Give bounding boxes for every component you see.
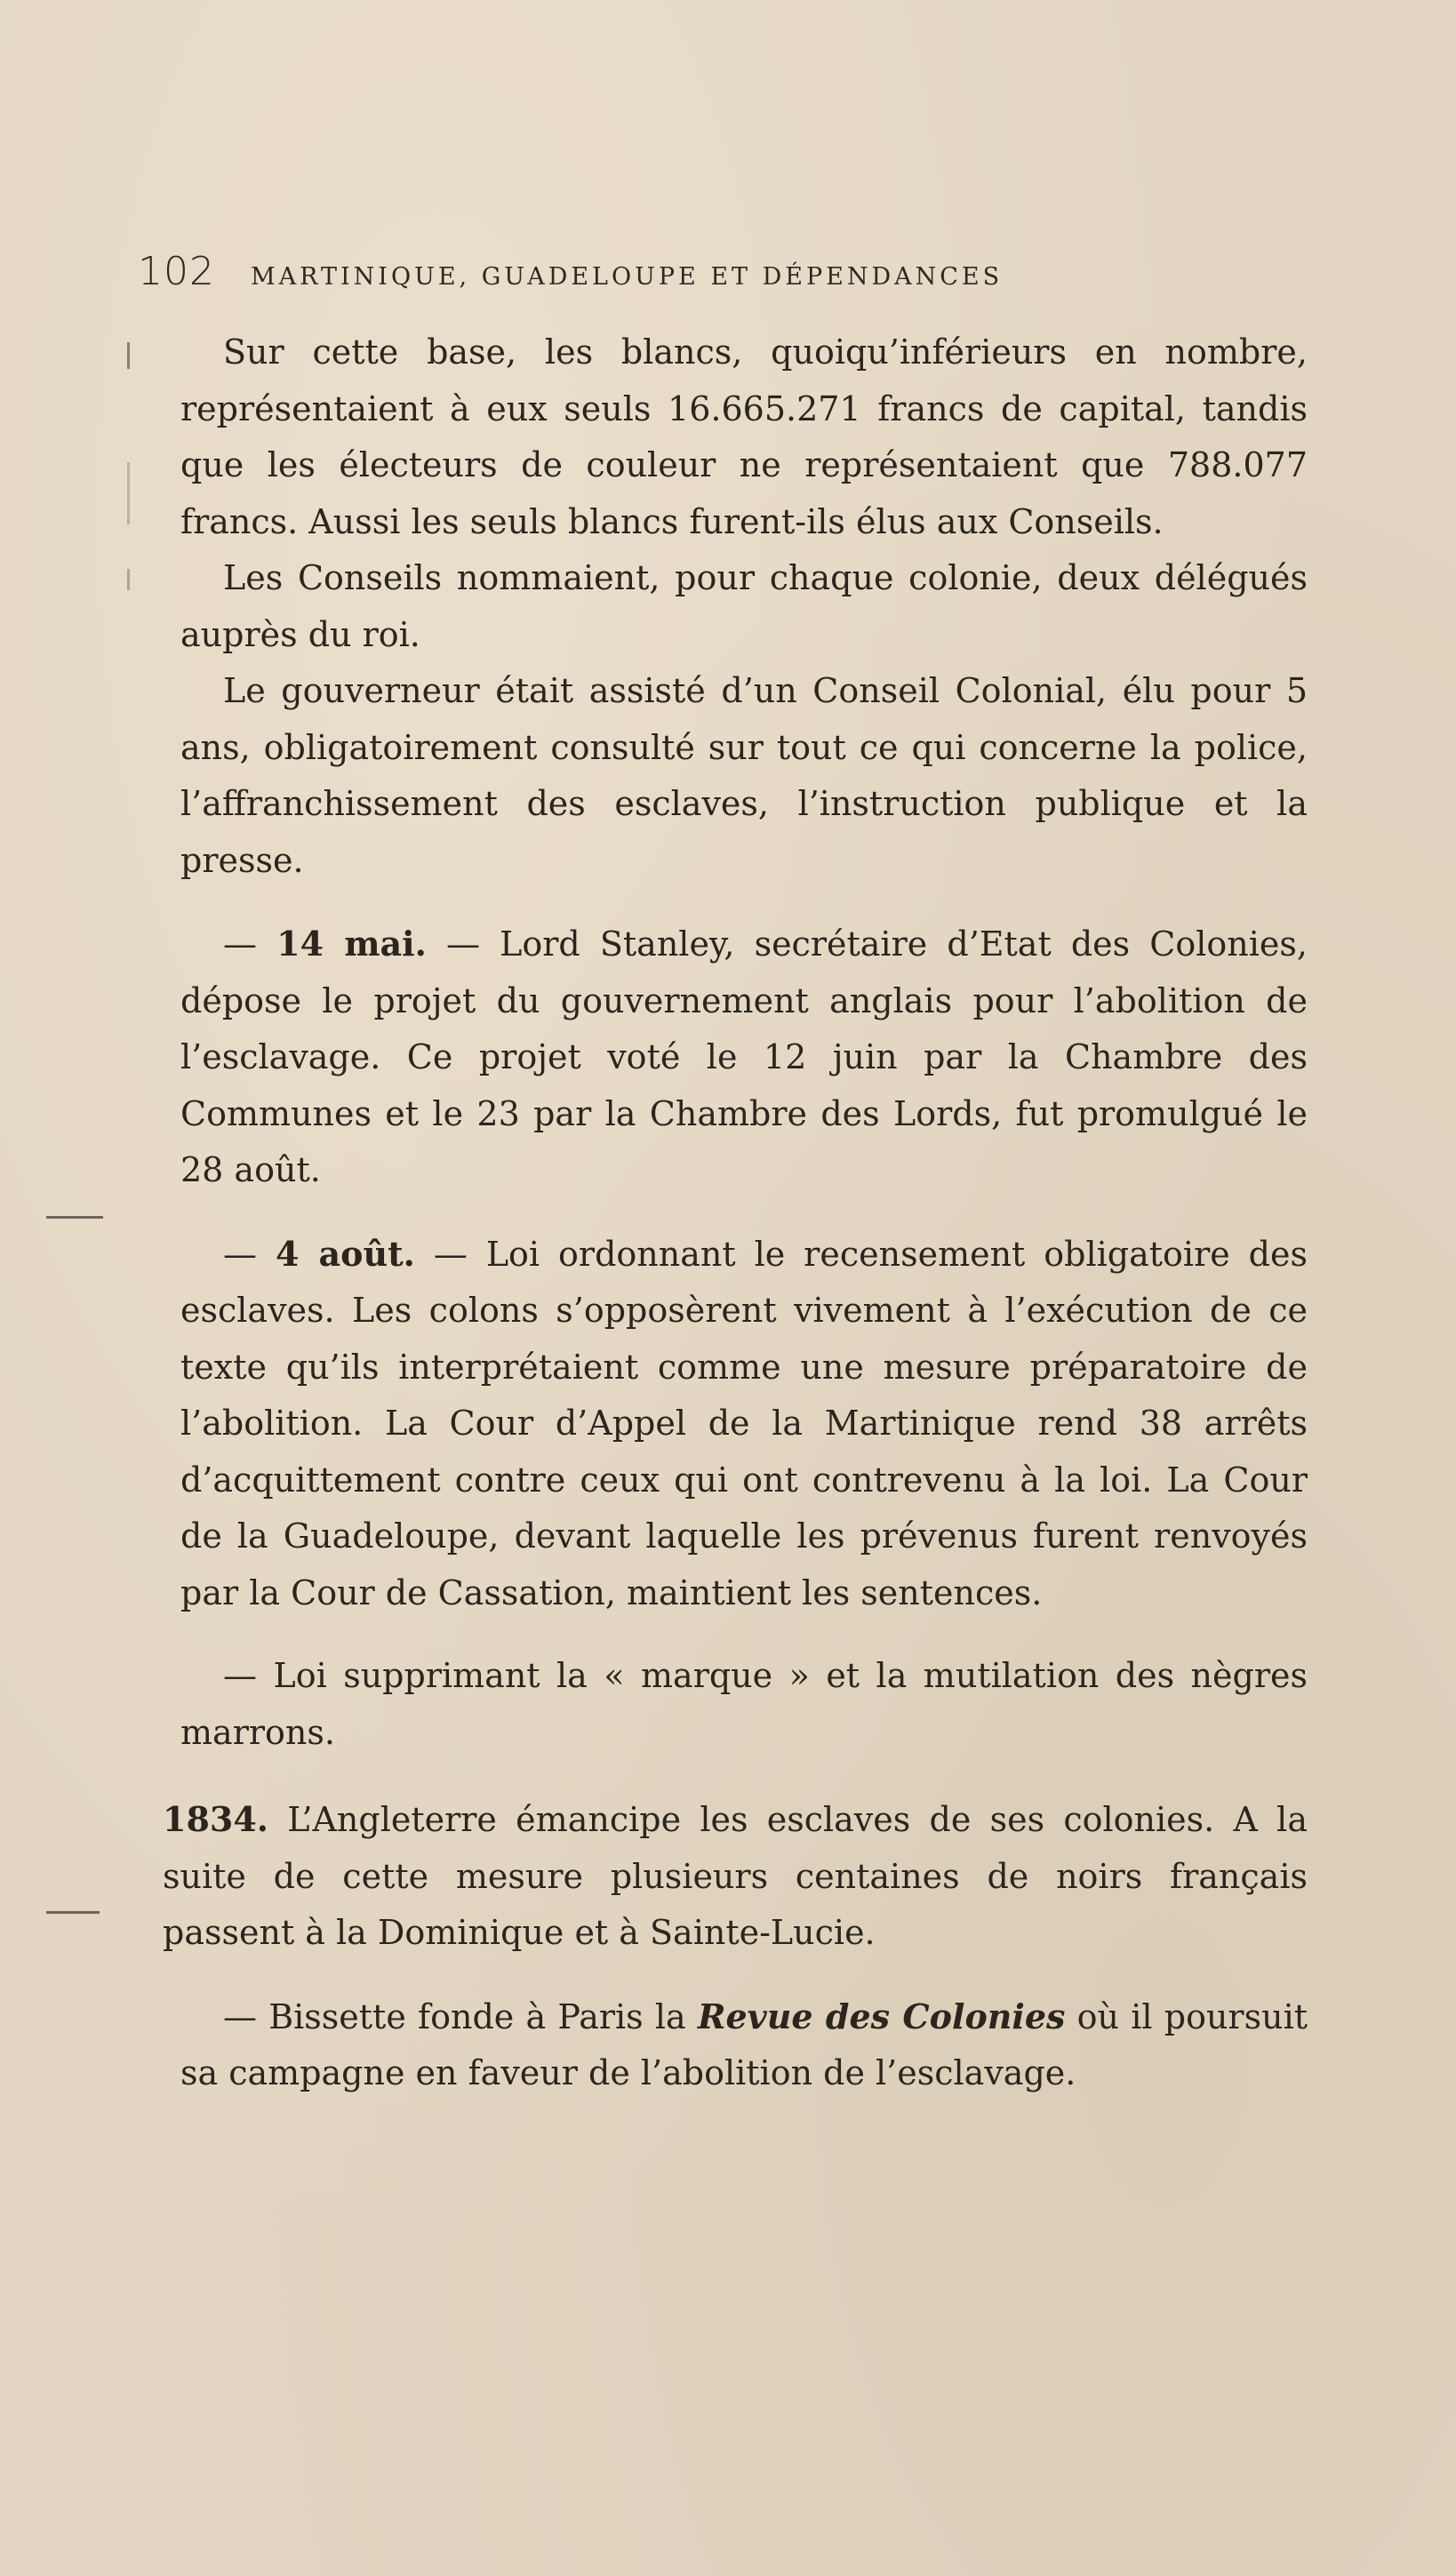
paragraph-entry-4-aout <box>180 1226 1308 1622</box>
entry-text: où il poursuit sa campagne en faveur de l’abolition de l’esclavage. <box>180 1996 1308 2092</box>
paragraph-entry-14-mai <box>180 916 1308 1199</box>
margin-dash-mark <box>46 1216 103 1219</box>
entry-text: — Lord Stanley, secrétaire d’Etat des Colonies, dépose le projet du gouvernement anglais pour l’abolition de l’esclavage. Ce projet voté le 12 juin par la Chambre des Communes et le 23 par la Chambre des Lords, fut promulgué le 28 août. <box>180 924 1308 1189</box>
running-title: MARTINIQUE, GUADELOUPE ET DÉPENDANCES <box>250 263 1004 291</box>
paragraph: Sur cette base, les blancs, quoiqu’inférieurs en nombre, représentaient à eux seuls 16.665.271 francs de capital, tandis que les électeurs de couleur ne représentaient que 788.077 francs. Aussi les seuls blancs furent-ils élus aux Conseils. <box>180 332 1308 541</box>
paragraph: Les Conseils nommaient, pour chaque colonie, deux délégués auprès du roi. <box>180 558 1308 654</box>
entry-text: — Bissette fonde à Paris la <box>223 1996 698 2036</box>
entry-date: 14 mai. <box>276 924 427 964</box>
page-number: 102 <box>138 249 215 294</box>
entry-text: — Loi ordonnant le recensement obligatoire des esclaves. Les colons s’opposèrent vivement à l’exécution de ce texte qu’ils interprétaient comme une mesure préparatoire de l’abolition. La Cour d’Appel de la Martinique rend 38 arrêts d’acquittement contre ceux qui ont contrevenu à la loi. La Cour de la Guadeloupe, devant laquelle les prévenus furent renvoyés par la Cour de Cassation, maintient les sentences. <box>180 1234 1308 1612</box>
paragraph-entry-1834 <box>163 1791 1308 1962</box>
entry-year: 1834. <box>163 1799 268 1839</box>
margin-pencil-mark <box>127 342 130 369</box>
margin-dash-mark <box>46 1911 100 1914</box>
body-text <box>163 324 1308 2102</box>
paragraph: — Loi supprimant la « marque » et la mutilation des nègres marrons. <box>180 1656 1308 1752</box>
journal-title: Revue des Colonies <box>697 1996 1066 2036</box>
margin-pencil-mark <box>127 462 130 524</box>
running-head <box>138 249 1311 294</box>
entry-dash: — <box>223 1234 276 1274</box>
margin-pencil-mark <box>127 569 130 590</box>
paragraph-entry-bissette <box>180 1988 1308 2102</box>
entry-dash: — <box>223 924 277 964</box>
entry-text: L’Angleterre émancipe les esclaves de ses colonies. A la suite de cette mesure plusieurs centaines de noirs français passent à la Dominique et à Sainte-Lucie. <box>163 1800 1308 1952</box>
paragraph: Le gouverneur était assisté d’un Conseil Colonial, élu pour 5 ans, obligatoirement consulté sur tout ce qui concerne la police, l’affranchissement des esclaves, l’instruction publique et la presse. <box>180 671 1308 880</box>
entry-date: 4 août. <box>275 1233 415 1274</box>
